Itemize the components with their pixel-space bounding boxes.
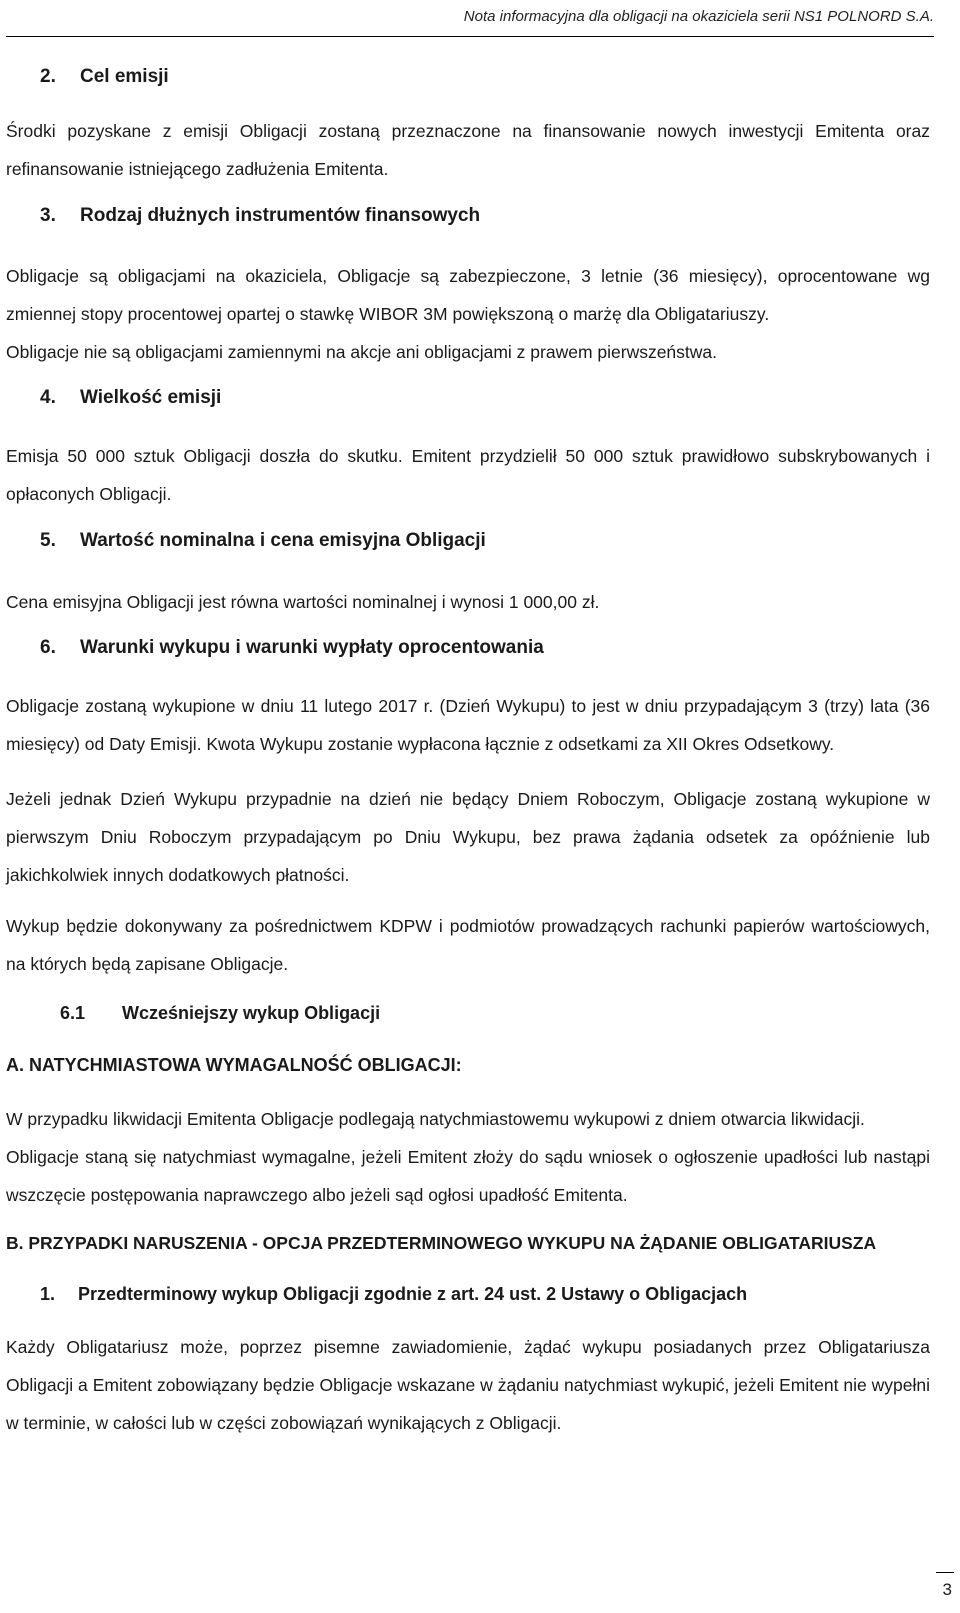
section-4-body <box>6 437 930 513</box>
page-number-rule <box>936 1572 954 1573</box>
section-5-heading <box>6 530 930 552</box>
section-2-body <box>6 112 930 188</box>
running-header: Nota informacyjna dla obligacji na okaziciela serii NS1 POLNORD S.A. <box>463 8 934 25</box>
paragraph: Cena emisyjna Obligacji jest równa wartości nominalnej i wynosi 1 000,00 zł. <box>6 592 600 612</box>
section-number: 1. <box>40 1284 56 1304</box>
section-2-heading <box>6 66 930 88</box>
section-3-heading <box>6 205 930 227</box>
section-title: Wartość nominalna i cena emisyjna Obligacji <box>80 530 486 551</box>
paragraph: Wykup będzie dokonywany za pośrednictwem KDPW i podmiotów prowadzących rachunki papierów wartościowych, na których będą zapisane Obligacje. <box>6 916 930 974</box>
section-title: Rodzaj dłużnych instrumentów finansowych <box>80 205 481 226</box>
paragraph: Obligacje staną się natychmiast wymagalne, jeżeli Emitent złoży do sądu wniosek o ogłoszenie upadłości lub nastąpi wszczęcie postępowania naprawczego albo jeżeli sąd ogłosi upadłość Emitenta. <box>6 1147 930 1205</box>
subsection-a-heading <box>6 1055 930 1076</box>
section-number: 2. <box>40 66 56 87</box>
subsection-b1-body <box>6 1328 930 1442</box>
subsection-title: A. NATYCHMIASTOWA WYMAGALNOŚĆ OBLIGACJI: <box>6 1055 462 1075</box>
section-number: 3. <box>40 205 56 226</box>
section-5-body <box>6 583 930 621</box>
page-number: 3 <box>942 1580 952 1599</box>
subsection-title: B. PRZYPADKI NARUSZENIA - OPCJA PRZEDTERMINOWEGO WYKUPU NA ŻĄDANIE OBLIGATARIUSZA <box>6 1233 877 1253</box>
paragraph: Obligacje są obligacjami na okaziciela, Obligacje są zabezpieczone, 3 letnie (36 miesięcy), oprocentowane wg zmiennej stopy procentowej opartej o stawkę WIBOR 3M powiększoną o marżę dla Obligatariuszy. <box>6 266 930 324</box>
section-6-body-3 <box>6 907 930 983</box>
paragraph: Obligacje zostaną wykupione w dniu 11 lutego 2017 r. (Dzień Wykupu) to jest w dniu przypadającym 3 (trzy) lata (36 miesięcy) od Daty Emisji. Kwota Wykupu zostanie wypłacona łącznie z odsetkami za XII Okres Odsetkowy. <box>6 696 930 754</box>
section-6-heading <box>6 637 930 659</box>
paragraph: Jeżeli jednak Dzień Wykupu przypadnie na dzień nie będący Dniem Roboczym, Obligacje zostaną wykupione w pierwszym Dniu Roboczym przypadającym po Dniu Wykupu, bez prawa żądania odsetek za opóźnienie lub jakichkolwiek innych dodatkowych płatności. <box>6 789 930 885</box>
paragraph: Obligacje nie są obligacjami zamiennymi na akcje ani obligacjami z prawem pierwszeństwa. <box>6 342 718 362</box>
subsection-b1-heading <box>6 1284 930 1305</box>
subsection-a-body <box>6 1100 930 1214</box>
paragraph: Każdy Obligatariusz może, poprzez pisemne zawiadomienie, żądać wykupu posiadanych przez Obligatariusza Obligacji a Emitent zobowiązany będzie Obligacje wskazane w żądaniu natychmiast wykupić, jeżeli Emitent nie wypełni w terminie, w całości lub w części zobowiązań wynikających z Obligacji. <box>6 1337 930 1433</box>
section-4-heading <box>6 387 930 409</box>
paragraph: W przypadku likwidacji Emitenta Obligacje podlegają natychmiastowemu wykupowi z dniem otwarcia likwidacji. <box>6 1109 865 1129</box>
paragraph: Środki pozyskane z emisji Obligacji zostaną przeznaczone na finansowanie nowych inwestycji Emitenta oraz refinansowanie istniejącego zadłużenia Emitenta. <box>6 121 930 179</box>
header-rule <box>6 36 934 37</box>
section-title: Przedterminowy wykup Obligacji zgodnie z art. 24 ust. 2 Ustawy o Obligacjach <box>78 1284 748 1304</box>
section-title: Wielkość emisji <box>80 387 222 408</box>
section-number: 6. <box>40 637 56 658</box>
section-number: 5. <box>40 530 56 551</box>
subsection-b-heading <box>6 1233 930 1254</box>
section-number: 6.1 <box>60 1003 86 1023</box>
section-6-1-heading <box>6 1003 930 1024</box>
section-3-body <box>6 257 930 371</box>
section-title: Wcześniejszy wykup Obligacji <box>122 1003 381 1023</box>
section-title: Cel emisji <box>80 66 169 87</box>
section-title: Warunki wykupu i warunki wypłaty oprocentowania <box>80 637 544 658</box>
section-6-body-2 <box>6 780 930 894</box>
section-number: 4. <box>40 387 56 408</box>
section-6-body-1 <box>6 687 930 763</box>
paragraph: Emisja 50 000 sztuk Obligacji doszła do skutku. Emitent przydzielił 50 000 sztuk prawidłowo subskrybowanych i opłaconych Obligacji. <box>6 446 930 504</box>
